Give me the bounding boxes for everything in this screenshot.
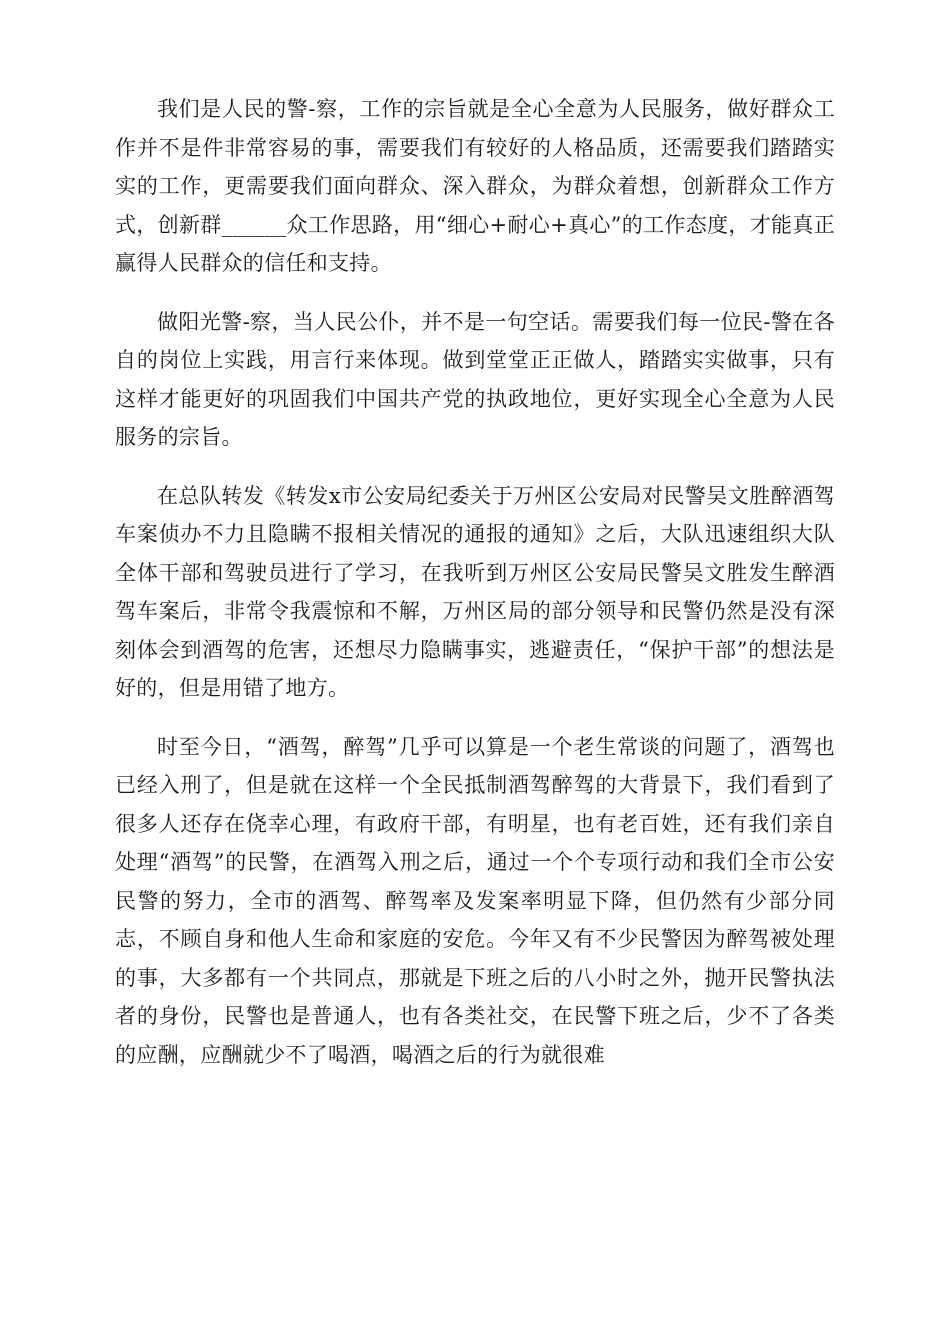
paragraph-3: 在总队转发《转发x市公安局纪委关于万州区公安局对民警吴文胜醉酒驾车案侦办不力且隐瞒不报相关情况的通报的通知》之后，大队迅速组织大队全体干部和驾驶员进行了学习，在我听到万州区公安局民警吴文胜发生醉酒驾车案后，非常令我震惊和不解，万州区局的部分领导和民警仍然是没有深刻体会到酒驾的危害，还想尽力隐瞒事实，逃避责任，“保护干部”的想法是好的，但是用错了地方。	[115, 483, 835, 700]
document-body	[115, 90, 835, 1094]
paragraph-1: 我们是人民的警-察，工作的宗旨就是全心全意为人民服务，做好群众工作并不是件非常容易的事，需要我们有较好的人格品质，还需要我们踏踏实实的工作，更需要我们面向群众、深入群众，为群众着想，创新群众工作方式，创新群______众工作思路，用“细心+耐心+真心”的工作态度，才能真正赢得人民群众的信任和支持。	[115, 97, 835, 275]
paragraph-2: 做阳光警-察，当人民公仆，并不是一句空话。需要我们每一位民-警在各自的岗位上实践，用言行来体现。做到堂堂正正做人，踏踏实实做事，只有这样才能更好的巩固我们中国共产党的执政地位，更好实现全心全意为人民服务的宗旨。	[115, 309, 835, 449]
paragraph-4: 时至今日，“酒驾，醉驾”几乎可以算是一个老生常谈的问题了，酒驾也已经入刑了，但是就在这样一个全民抵制酒驾醉驾的大背景下，我们看到了很多人还存在侥幸心理，有政府干部，有明星，也有老百姓，还有我们亲自处理“酒驾”的民警，在酒驾入刑之后，通过一个个专项行动和我们全市公安民警的努力，全市的酒驾、醉驾率及发案率明显下降，但仍然有少部分同志，不顾自身和他人生命和家庭的安危。今年又有不少民警因为醉驾被处理的事，大多都有一个共同点，那就是下班之后的八小时之外，抛开民警执法者的身份，民警也是普通人，也有各类社交，在民警下班之后，少不了各类的应酬，应酬就少不了喝酒，喝酒之后的行为就很难	[115, 734, 835, 1067]
